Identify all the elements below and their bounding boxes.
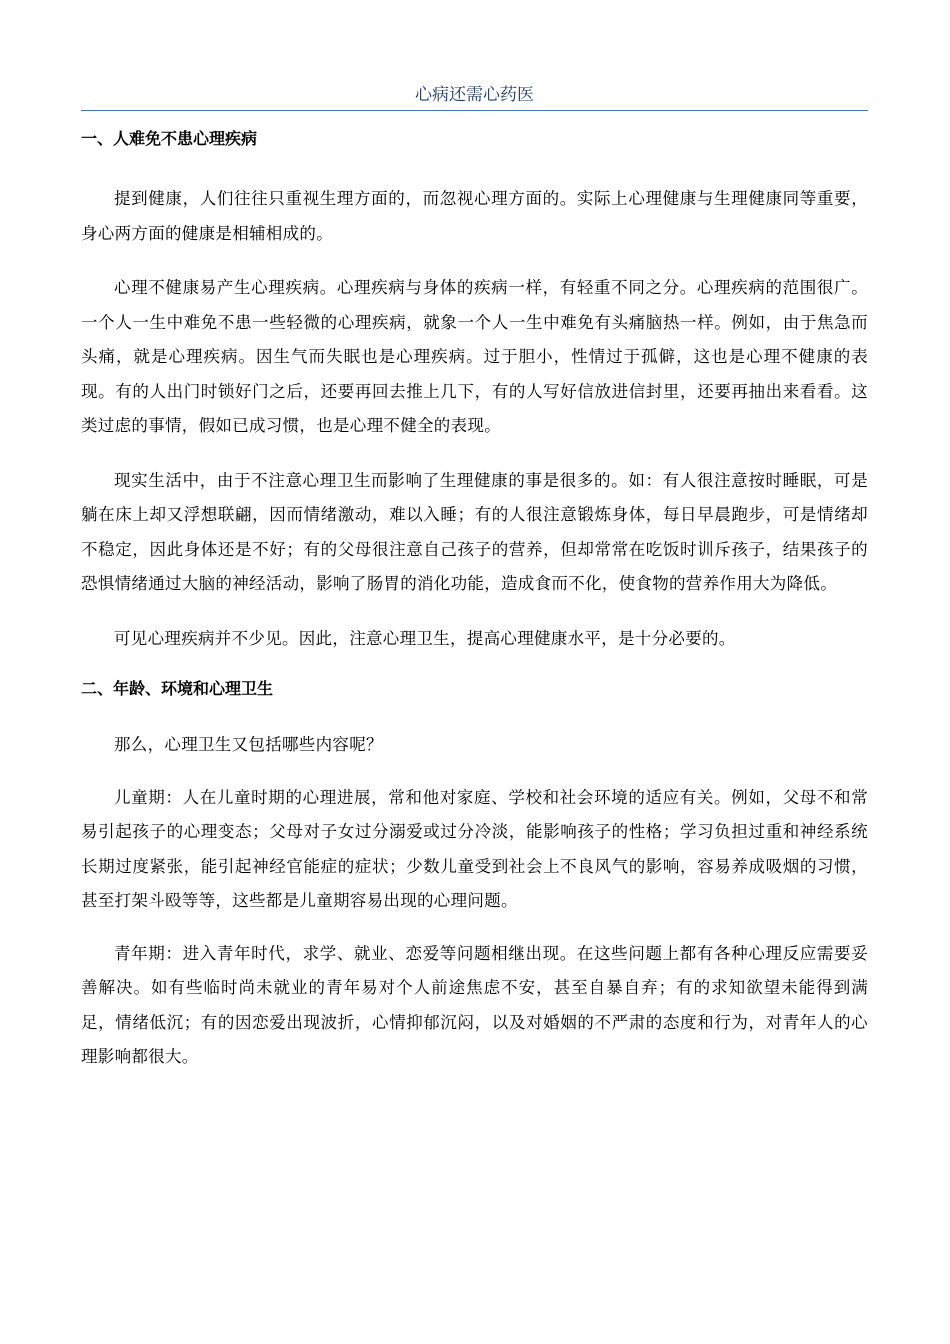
- paragraph: 儿童期：人在儿童时期的心理进展，常和他对家庭、学校和社会环境的适应有关。例如，父母不和常易引起孩子的心理变态；父母对子女过分溺爱或过分冷淡，能影响孩子的性格；学习负担过重和神经系统长期过度紧张，能引起神经官能症的症状；少数儿童受到社会上不良风气的影响，容易养成吸烟的习惯，甚至打架斗殴等等，这些都是儿童期容易出现的心理问题。: [81, 787, 868, 910]
- document-body: [81, 124, 868, 1075]
- paragraph: 那么，心理卫生又包括哪些内容呢？: [114, 735, 383, 754]
- document-header: [81, 80, 868, 111]
- section-heading: 二、年龄、环境和心理卫生: [81, 679, 274, 698]
- paragraph: 心理不健康易产生心理疾病。心理疾病与身体的疾病一样，有轻重不同之分。心理疾病的范围很广。一个人一生中难免不患一些轻微的心理疾病，就象一个人一生中难免有头痛脑热一样。例如，由于焦急而头痛，就是心理疾病。因生气而失眠也是心理疾病。过于胆小，性情过于孤僻，这也是心理不健康的表现。有的人出门时锁好门之后，还要再回去推上几下，有的人写好信放进信封里，还要再抽出来看看。这类过虑的事情，假如已成习惯，也是心理不健全的表现。: [81, 278, 868, 435]
- paragraph: 青年期：进入青年时代，求学、就业、恋爱等问题相继出现。在这些问题上都有各种心理反应需要妥善解决。如有些临时尚未就业的青年易对个人前途焦虑不安，甚至自暴自弃；有的求知欲望未能得到满足，情绪低沉；有的因恋爱出现波折，心情抑郁沉闷，以及对婚姻的不严肃的态度和行为，对青年人的心理影响都很大。: [81, 943, 868, 1066]
- document-title: 心病还需心药医: [415, 85, 534, 105]
- paragraph: 现实生活中，由于不注意心理卫生而影响了生理健康的事是很多的。如：有人很注意按时睡眠，可是躺在床上却又浮想联翩，因而情绪激动，难以入睡；有的人很注意锻炼身体，每日早晨跑步，可是情绪却不稳定，因此身体还是不好；有的父母很注意自己孩子的营养，但却常常在吃饭时训斥孩子，结果孩子的恐惧情绪通过大脑的神经活动，影响了肠胃的消化功能，造成食而不化，使食物的营养作用大为降低。: [81, 470, 868, 593]
- paragraph: 提到健康，人们往往只重视生理方面的，而忽视心理方面的。实际上心理健康与生理健康同等重要，身心两方面的健康是相辅相成的。: [81, 189, 868, 243]
- section-heading: 一、人难免不患心理疾病: [81, 129, 258, 148]
- paragraph: 可见心理疾病并不少见。因此，注意心理卫生，提高心理健康水平，是十分必要的。: [114, 628, 736, 648]
